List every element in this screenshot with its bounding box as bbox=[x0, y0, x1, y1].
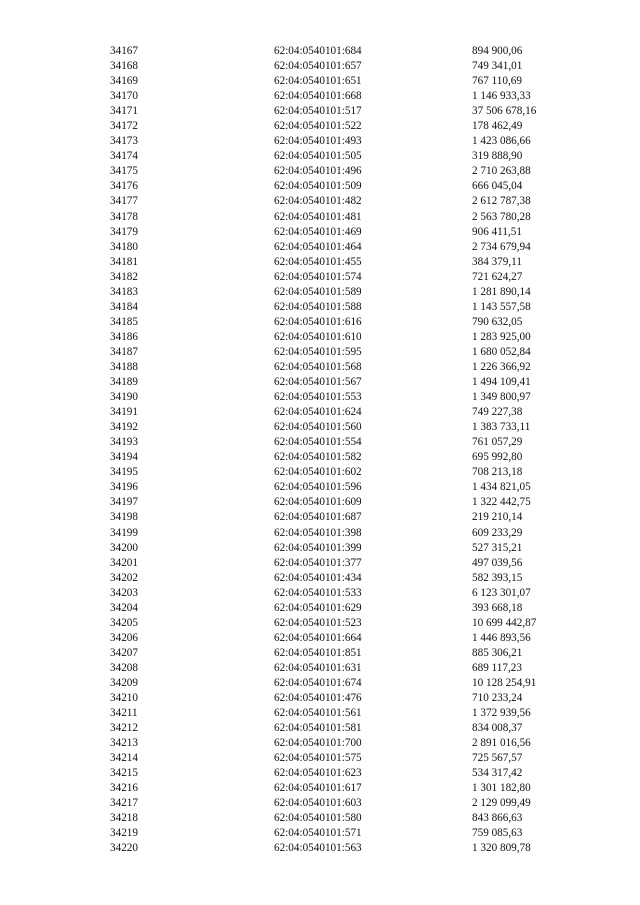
table-row bbox=[0, 104, 640, 119]
row-number: 34173 bbox=[110, 135, 138, 148]
cadastral-value: 2 612 787,38 bbox=[472, 195, 531, 208]
cadastral-number: 62:04:0540101:560 bbox=[274, 421, 362, 434]
cadastral-number: 62:04:0540101:434 bbox=[274, 571, 362, 584]
table-row bbox=[0, 134, 640, 149]
row-number: 34207 bbox=[110, 646, 138, 659]
cadastral-number: 62:04:0540101:851 bbox=[274, 646, 362, 659]
cadastral-number: 62:04:0540101:629 bbox=[274, 601, 362, 614]
row-number: 34202 bbox=[110, 571, 138, 584]
cadastral-number: 62:04:0540101:568 bbox=[274, 360, 362, 373]
table-row bbox=[0, 44, 640, 59]
table-row bbox=[0, 781, 640, 796]
table-row bbox=[0, 706, 640, 721]
row-number: 34218 bbox=[110, 812, 138, 825]
table-row bbox=[0, 59, 640, 74]
table-row bbox=[0, 270, 640, 285]
table-row bbox=[0, 586, 640, 601]
cadastral-number: 62:04:0540101:377 bbox=[274, 556, 362, 569]
cadastral-number: 62:04:0540101:399 bbox=[274, 541, 362, 554]
row-number: 34208 bbox=[110, 661, 138, 674]
cadastral-number: 62:04:0540101:522 bbox=[274, 120, 362, 133]
cadastral-value: 1 423 086,66 bbox=[472, 135, 531, 148]
table-row bbox=[0, 510, 640, 525]
table-row bbox=[0, 480, 640, 495]
row-number: 34215 bbox=[110, 767, 138, 780]
cadastral-number: 62:04:0540101:700 bbox=[274, 737, 362, 750]
cadastral-value: 2 710 263,88 bbox=[472, 165, 531, 178]
cadastral-number: 62:04:0540101:664 bbox=[274, 631, 362, 644]
table-row bbox=[0, 751, 640, 766]
row-number: 34203 bbox=[110, 586, 138, 599]
table-row bbox=[0, 300, 640, 315]
table-row bbox=[0, 541, 640, 556]
row-number: 34214 bbox=[110, 752, 138, 765]
row-number: 34211 bbox=[110, 707, 138, 720]
row-number: 34195 bbox=[110, 466, 138, 479]
row-number: 34217 bbox=[110, 797, 138, 810]
table-row bbox=[0, 194, 640, 209]
row-number: 34196 bbox=[110, 481, 138, 494]
row-number: 34181 bbox=[110, 255, 138, 268]
table-row bbox=[0, 736, 640, 751]
cadastral-value: 749 227,38 bbox=[472, 406, 523, 419]
cadastral-value: 10 699 442,87 bbox=[472, 616, 537, 629]
cadastral-value: 37 506 678,16 bbox=[472, 105, 537, 118]
table-row bbox=[0, 450, 640, 465]
cadastral-value: 1 372 939,56 bbox=[472, 707, 531, 720]
cadastral-number: 62:04:0540101:687 bbox=[274, 511, 362, 524]
cadastral-value: 695 992,80 bbox=[472, 451, 523, 464]
table-row bbox=[0, 210, 640, 225]
row-number: 34193 bbox=[110, 436, 138, 449]
row-number: 34197 bbox=[110, 496, 138, 509]
table-row bbox=[0, 330, 640, 345]
cadastral-value: 319 888,90 bbox=[472, 150, 523, 163]
row-number: 34216 bbox=[110, 782, 138, 795]
cadastral-value: 710 233,24 bbox=[472, 692, 523, 705]
row-number: 34194 bbox=[110, 451, 138, 464]
cadastral-number: 62:04:0540101:481 bbox=[274, 210, 362, 223]
cadastral-value: 906 411,51 bbox=[472, 225, 522, 238]
table-row bbox=[0, 225, 640, 240]
row-number: 34198 bbox=[110, 511, 138, 524]
cadastral-value: 2 734 679,94 bbox=[472, 240, 531, 253]
row-number: 34209 bbox=[110, 676, 138, 689]
table-row bbox=[0, 811, 640, 826]
row-number: 34169 bbox=[110, 75, 138, 88]
table-row bbox=[0, 89, 640, 104]
cadastral-value: 6 123 301,07 bbox=[472, 586, 531, 599]
cadastral-value: 759 085,63 bbox=[472, 827, 523, 840]
table-row bbox=[0, 691, 640, 706]
cadastral-value: 219 210,14 bbox=[472, 511, 523, 524]
table-row bbox=[0, 164, 640, 179]
cadastral-value: 1 434 821,05 bbox=[472, 481, 531, 494]
row-number: 34191 bbox=[110, 406, 138, 419]
row-number: 34168 bbox=[110, 60, 138, 73]
cadastral-number: 62:04:0540101:509 bbox=[274, 180, 362, 193]
table-row bbox=[0, 796, 640, 811]
cadastral-number: 62:04:0540101:574 bbox=[274, 270, 362, 283]
cadastral-value: 721 624,27 bbox=[472, 270, 523, 283]
table-row bbox=[0, 255, 640, 270]
cadastral-number: 62:04:0540101:581 bbox=[274, 722, 362, 735]
cadastral-value: 2 129 099,49 bbox=[472, 797, 531, 810]
table-row bbox=[0, 179, 640, 194]
table-row bbox=[0, 495, 640, 510]
cadastral-number: 62:04:0540101:398 bbox=[274, 526, 362, 539]
row-number: 34180 bbox=[110, 240, 138, 253]
row-number: 34219 bbox=[110, 827, 138, 840]
cadastral-number: 62:04:0540101:554 bbox=[274, 436, 362, 449]
table-row bbox=[0, 601, 640, 616]
cadastral-number: 62:04:0540101:523 bbox=[274, 616, 362, 629]
table-row bbox=[0, 435, 640, 450]
cadastral-number: 62:04:0540101:561 bbox=[274, 707, 362, 720]
cadastral-value: 534 317,42 bbox=[472, 767, 523, 780]
table-row bbox=[0, 841, 640, 856]
cadastral-value: 10 128 254,91 bbox=[472, 676, 537, 689]
cadastral-value: 393 668,18 bbox=[472, 601, 523, 614]
row-number: 34186 bbox=[110, 330, 138, 343]
cadastral-value: 708 213,18 bbox=[472, 466, 523, 479]
cadastral-value: 1 320 809,78 bbox=[472, 842, 531, 855]
cadastral-number: 62:04:0540101:674 bbox=[274, 676, 362, 689]
cadastral-number: 62:04:0540101:567 bbox=[274, 376, 362, 389]
cadastral-value: 2 891 016,56 bbox=[472, 737, 531, 750]
cadastral-number: 62:04:0540101:602 bbox=[274, 466, 362, 479]
cadastral-number: 62:04:0540101:476 bbox=[274, 692, 362, 705]
row-number: 34179 bbox=[110, 225, 138, 238]
row-number: 34171 bbox=[110, 105, 138, 118]
cadastral-value: 1 349 800,97 bbox=[472, 391, 531, 404]
cadastral-value: 1 322 442,75 bbox=[472, 496, 531, 509]
row-number: 34220 bbox=[110, 842, 138, 855]
cadastral-value: 1 146 933,33 bbox=[472, 90, 531, 103]
cadastral-number: 62:04:0540101:533 bbox=[274, 586, 362, 599]
table-row bbox=[0, 721, 640, 736]
cadastral-number: 62:04:0540101:603 bbox=[274, 797, 362, 810]
cadastral-value: 749 341,01 bbox=[472, 60, 523, 73]
table-row bbox=[0, 826, 640, 841]
row-number: 34205 bbox=[110, 616, 138, 629]
cadastral-value: 609 233,29 bbox=[472, 526, 523, 539]
row-number: 34187 bbox=[110, 345, 138, 358]
cadastral-value: 1 301 182,80 bbox=[472, 782, 531, 795]
cadastral-number: 62:04:0540101:563 bbox=[274, 842, 362, 855]
cadastral-number: 62:04:0540101:575 bbox=[274, 752, 362, 765]
table-row bbox=[0, 646, 640, 661]
cadastral-number: 62:04:0540101:582 bbox=[274, 451, 362, 464]
row-number: 34178 bbox=[110, 210, 138, 223]
cadastral-value: 2 563 780,28 bbox=[472, 210, 531, 223]
cadastral-value: 1 143 557,58 bbox=[472, 300, 531, 313]
cadastral-value: 1 226 366,92 bbox=[472, 360, 531, 373]
cadastral-number: 62:04:0540101:657 bbox=[274, 60, 362, 73]
cadastral-number: 62:04:0540101:496 bbox=[274, 165, 362, 178]
cadastral-number: 62:04:0540101:464 bbox=[274, 240, 362, 253]
cadastral-value: 1 281 890,14 bbox=[472, 285, 531, 298]
cadastral-number: 62:04:0540101:469 bbox=[274, 225, 362, 238]
table-row bbox=[0, 345, 640, 360]
table-row bbox=[0, 119, 640, 134]
cadastral-number: 62:04:0540101:589 bbox=[274, 285, 362, 298]
row-number: 34188 bbox=[110, 360, 138, 373]
row-number: 34184 bbox=[110, 300, 138, 313]
row-number: 34206 bbox=[110, 631, 138, 644]
row-number: 34210 bbox=[110, 692, 138, 705]
cadastral-value: 790 632,05 bbox=[472, 315, 523, 328]
row-number: 34177 bbox=[110, 195, 138, 208]
table-row bbox=[0, 616, 640, 631]
cadastral-number: 62:04:0540101:455 bbox=[274, 255, 362, 268]
cadastral-value: 689 117,23 bbox=[472, 661, 522, 674]
cadastral-value: 1 283 925,00 bbox=[472, 330, 531, 343]
table-row bbox=[0, 661, 640, 676]
table-row bbox=[0, 315, 640, 330]
cadastral-number: 62:04:0540101:610 bbox=[274, 330, 362, 343]
cadastral-number: 62:04:0540101:668 bbox=[274, 90, 362, 103]
cadastral-value: 527 315,21 bbox=[472, 541, 523, 554]
cadastral-number: 62:04:0540101:553 bbox=[274, 391, 362, 404]
cadastral-value: 767 110,69 bbox=[472, 75, 522, 88]
table-row bbox=[0, 405, 640, 420]
cadastral-number: 62:04:0540101:631 bbox=[274, 661, 362, 674]
row-number: 34204 bbox=[110, 601, 138, 614]
row-number: 34176 bbox=[110, 180, 138, 193]
cadastral-number: 62:04:0540101:505 bbox=[274, 150, 362, 163]
row-number: 34199 bbox=[110, 526, 138, 539]
table-row bbox=[0, 390, 640, 405]
table-row bbox=[0, 360, 640, 375]
row-number: 34172 bbox=[110, 120, 138, 133]
cadastral-number: 62:04:0540101:595 bbox=[274, 345, 362, 358]
row-number: 34213 bbox=[110, 737, 138, 750]
cadastral-value: 384 379,11 bbox=[472, 255, 522, 268]
cadastral-number: 62:04:0540101:493 bbox=[274, 135, 362, 148]
cadastral-value: 178 462,49 bbox=[472, 120, 523, 133]
row-number: 34183 bbox=[110, 285, 138, 298]
cadastral-number: 62:04:0540101:616 bbox=[274, 315, 362, 328]
row-number: 34192 bbox=[110, 421, 138, 434]
cadastral-value: 582 393,15 bbox=[472, 571, 523, 584]
row-number: 34201 bbox=[110, 556, 138, 569]
table-row bbox=[0, 420, 640, 435]
cadastral-number: 62:04:0540101:580 bbox=[274, 812, 362, 825]
cadastral-value: 885 306,21 bbox=[472, 646, 523, 659]
table-row bbox=[0, 571, 640, 586]
row-number: 34174 bbox=[110, 150, 138, 163]
cadastral-value: 497 039,56 bbox=[472, 556, 523, 569]
table-row bbox=[0, 766, 640, 781]
row-number: 34200 bbox=[110, 541, 138, 554]
cadastral-number: 62:04:0540101:596 bbox=[274, 481, 362, 494]
table-row bbox=[0, 676, 640, 691]
data-table bbox=[0, 44, 640, 857]
cadastral-number: 62:04:0540101:571 bbox=[274, 827, 362, 840]
cadastral-number: 62:04:0540101:624 bbox=[274, 406, 362, 419]
cadastral-value: 761 057,29 bbox=[472, 436, 523, 449]
table-row bbox=[0, 556, 640, 571]
table-row bbox=[0, 375, 640, 390]
cadastral-number: 62:04:0540101:617 bbox=[274, 782, 362, 795]
table-row bbox=[0, 240, 640, 255]
row-number: 34190 bbox=[110, 391, 138, 404]
row-number: 34189 bbox=[110, 376, 138, 389]
table-row bbox=[0, 149, 640, 164]
cadastral-number: 62:04:0540101:517 bbox=[274, 105, 362, 118]
cadastral-value: 1 383 733,11 bbox=[472, 421, 531, 434]
cadastral-value: 1 446 893,56 bbox=[472, 631, 531, 644]
row-number: 34170 bbox=[110, 90, 138, 103]
row-number: 34167 bbox=[110, 45, 138, 57]
cadastral-value: 1 680 052,84 bbox=[472, 345, 531, 358]
cadastral-value: 834 008,37 bbox=[472, 722, 523, 735]
row-number: 34175 bbox=[110, 165, 138, 178]
cadastral-number: 62:04:0540101:482 bbox=[274, 195, 362, 208]
cadastral-value: 843 866,63 bbox=[472, 812, 523, 825]
cadastral-value: 666 045,04 bbox=[472, 180, 523, 193]
table-row bbox=[0, 285, 640, 300]
cadastral-value: 1 494 109,41 bbox=[472, 376, 531, 389]
table-row bbox=[0, 526, 640, 541]
cadastral-number: 62:04:0540101:623 bbox=[274, 767, 362, 780]
row-number: 34185 bbox=[110, 315, 138, 328]
table-row bbox=[0, 465, 640, 480]
cadastral-value: 894 900,06 bbox=[472, 45, 523, 57]
cadastral-number: 62:04:0540101:684 bbox=[274, 45, 362, 57]
cadastral-number: 62:04:0540101:588 bbox=[274, 300, 362, 313]
cadastral-value: 725 567,57 bbox=[472, 752, 523, 765]
table-row bbox=[0, 631, 640, 646]
table-row bbox=[0, 74, 640, 89]
row-number: 34212 bbox=[110, 722, 138, 735]
row-number: 34182 bbox=[110, 270, 138, 283]
cadastral-number: 62:04:0540101:609 bbox=[274, 496, 362, 509]
cadastral-number: 62:04:0540101:651 bbox=[274, 75, 362, 88]
